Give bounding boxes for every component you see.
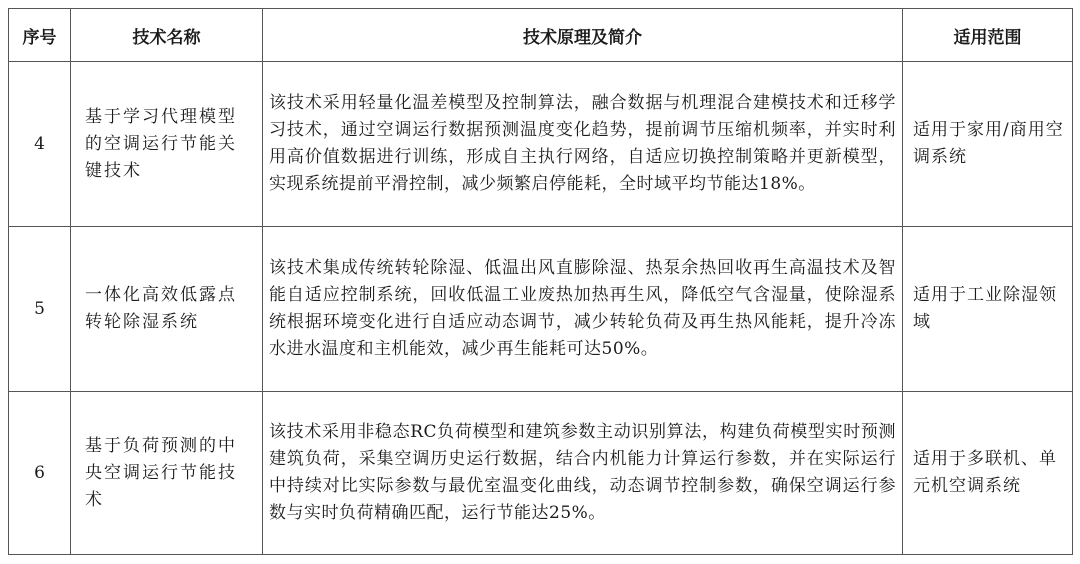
header-desc: 技术原理及简介 — [263, 9, 903, 62]
technology-name: 一体化高效低露点转轮除湿系统 — [71, 227, 263, 392]
application-scope: 适用于家用/商用空调系统 — [903, 62, 1073, 227]
application-scope: 适用于多联机、单元机空调系统 — [903, 392, 1073, 555]
technology-description: 该技术集成传统转轮除湿、低温出风直膨除湿、热泵余热回收再生高温技术及智能自适应控制系统，回收低温工业废热加热再生风，降低空气含湿量，使除湿系统根据环境变化进行自适应动态调节，减少转轮负荷及再生热风能耗，提升冷冻水进水温度和主机能效，减少再生能耗可达50%。 — [263, 227, 903, 392]
row-number: 4 — [9, 62, 71, 227]
technology-name: 基于负荷预测的中央空调运行节能技术 — [71, 392, 263, 555]
table-header-row — [9, 9, 1073, 62]
table-row — [9, 392, 1073, 555]
table-row — [9, 62, 1073, 227]
table-row — [9, 227, 1073, 392]
technology-description: 该技术采用非稳态RC负荷模型和建筑参数主动识别算法，构建负荷模型实时预测建筑负荷，采集空调历史运行数据，结合内机能力计算运行参数，并在实际运行中持续对比实际参数与最优室温变化曲线，动态调节控制参数，确保空调运行参数与实时负荷精确匹配，运行节能达25%。 — [263, 392, 903, 555]
technology-table — [8, 8, 1073, 555]
technology-description: 该技术采用轻量化温差模型及控制算法，融合数据与机理混合建模技术和迁移学习技术，通过空调运行数据预测温度变化趋势，提前调节压缩机频率，并实时利用高价值数据进行训练，形成自主执行网络，自适应切换控制策略并更新模型，实现系统提前平滑控制，减少频繁启停能耗，全时域平均节能达18%。 — [263, 62, 903, 227]
header-name: 技术名称 — [71, 9, 263, 62]
row-number: 6 — [9, 392, 71, 555]
application-scope: 适用于工业除湿领域 — [903, 227, 1073, 392]
header-no: 序号 — [9, 9, 71, 62]
technology-table-container — [8, 8, 1072, 555]
technology-name: 基于学习代理模型的空调运行节能关键技术 — [71, 62, 263, 227]
row-number: 5 — [9, 227, 71, 392]
header-scope: 适用范围 — [903, 9, 1073, 62]
